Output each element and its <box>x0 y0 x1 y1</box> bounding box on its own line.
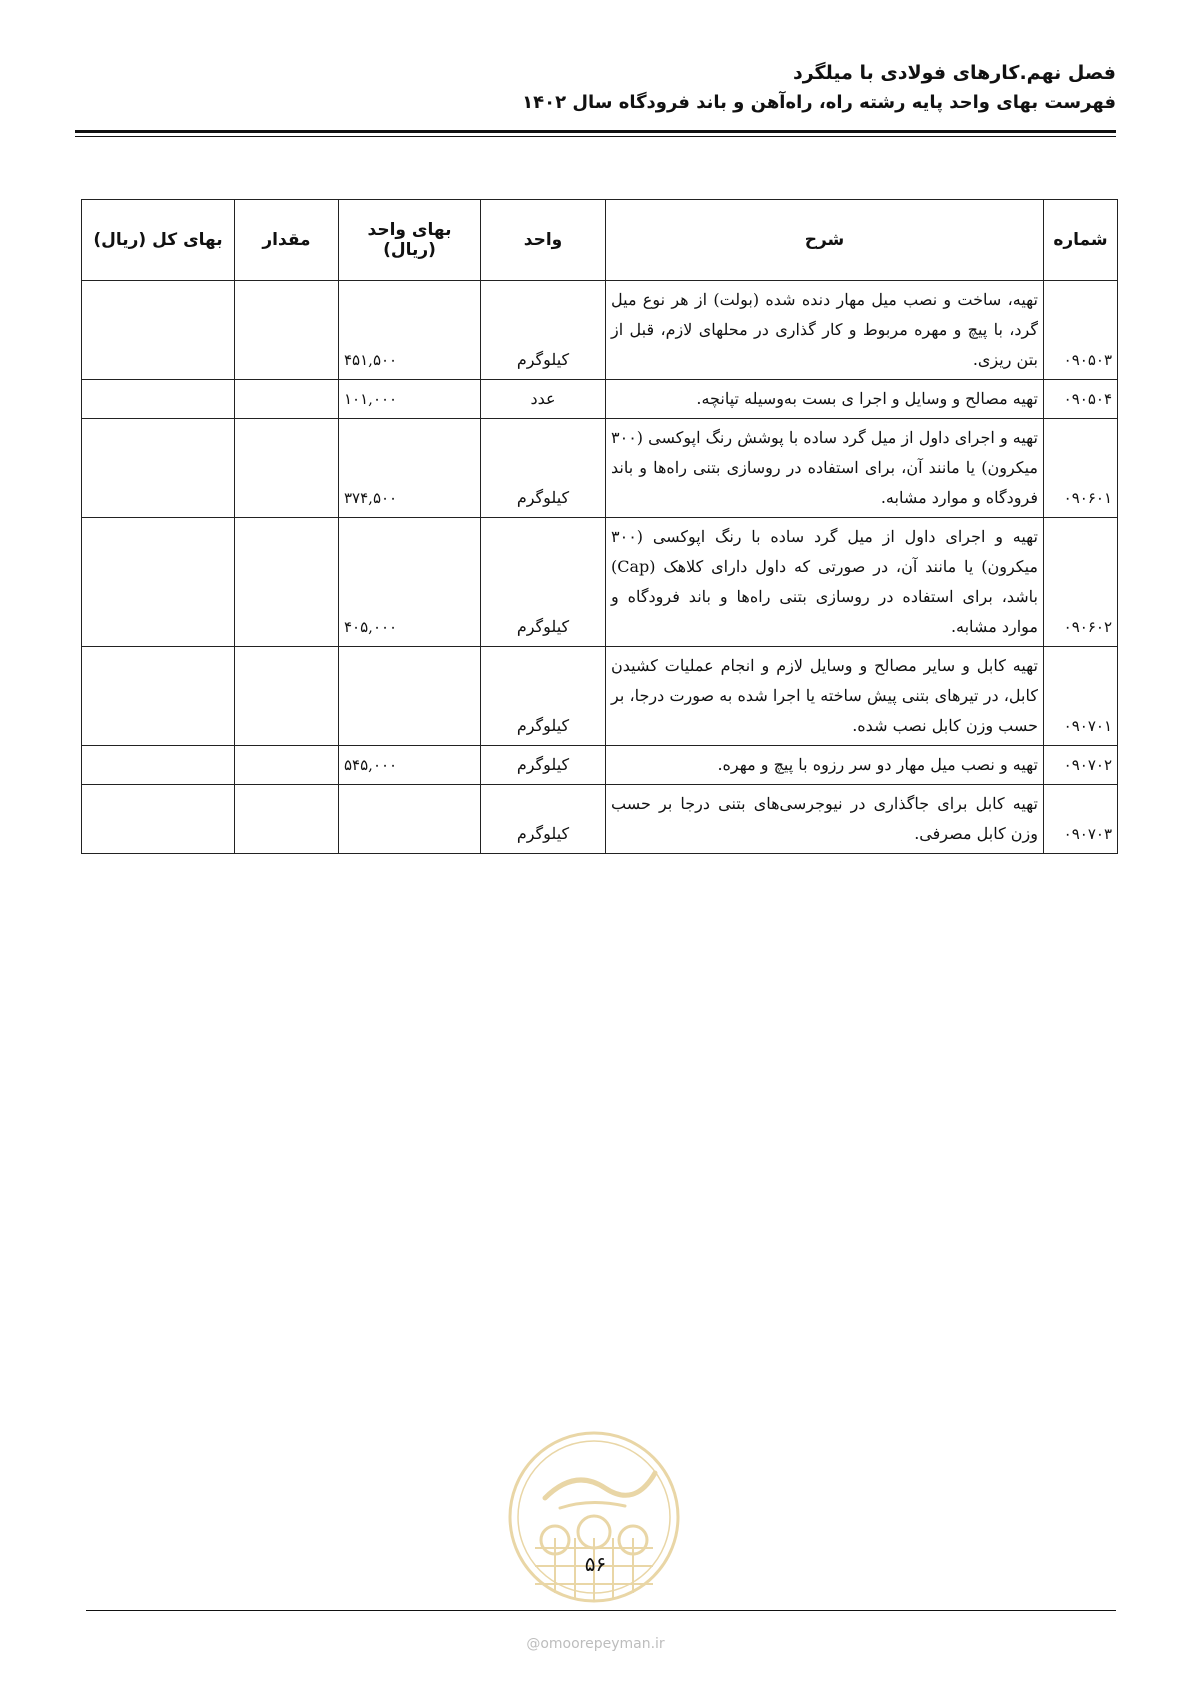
header-rule-thick <box>75 130 1116 133</box>
row-quantity <box>235 419 339 518</box>
row-description: تهیه، ساخت و نصب میل مهار دنده شده (بولت) از هر نوع میل گرد، با پیچ و مهره مربوط و کار گذاری در محلهای لازم، قبل از بتن ریزی. <box>606 281 1044 380</box>
table-row <box>82 281 1118 380</box>
document-subtitle: فهرست بهای واحد پایه رشته راه، راه‌آهن و باند فرودگاه سال ۱۴۰۲ <box>522 92 1116 113</box>
header-code: شماره <box>1044 200 1118 281</box>
row-code: ۰۹۰۶۰۱ <box>1044 419 1118 518</box>
row-total-price <box>82 380 235 419</box>
row-quantity <box>235 785 339 854</box>
header-total-price: بهای کل (ریال) <box>82 200 235 281</box>
header-quantity: مقدار <box>235 200 339 281</box>
row-quantity <box>235 281 339 380</box>
header-unit-price <box>339 200 481 281</box>
table-row <box>82 647 1118 746</box>
row-code: ۰۹۰۵۰۴ <box>1044 380 1118 419</box>
row-unit: عدد <box>481 380 606 419</box>
table-header-row <box>82 200 1118 281</box>
row-total-price <box>82 518 235 647</box>
row-unit-price: ۱۰۱,۰۰۰ <box>339 380 481 419</box>
row-code: ۰۹۰۶۰۲ <box>1044 518 1118 647</box>
row-unit-price: ۴۰۵,۰۰۰ <box>339 518 481 647</box>
table-row <box>82 380 1118 419</box>
price-list-table <box>81 199 1118 854</box>
table-row <box>82 518 1118 647</box>
header-rule-thin <box>75 136 1116 137</box>
row-description: تهیه و اجرای داول از میل گرد ساده با رنگ اپوکسی (۳۰۰ میکرون) یا مانند آن، در صورتی که داول دارای کلاهک (Cap) باشد، برای استفاده در روسازی بتنی راه‌ها و باند فرودگاه و موارد مشابه. <box>606 518 1044 647</box>
header-unit: واحد <box>481 200 606 281</box>
row-quantity <box>235 647 339 746</box>
row-total-price <box>82 785 235 854</box>
chapter-title: فصل نهم.کارهای فولادی با میلگرد <box>792 62 1116 84</box>
row-code: ۰۹۰۷۰۲ <box>1044 746 1118 785</box>
page-number: ۵۶ <box>584 1552 607 1576</box>
row-unit: کیلوگرم <box>481 281 606 380</box>
row-quantity <box>235 380 339 419</box>
row-total-price <box>82 647 235 746</box>
row-description: تهیه مصالح و وسایل و اجرا ی بست به‌وسیله تپانچه. <box>606 380 1044 419</box>
row-code: ۰۹۰۷۰۱ <box>1044 647 1118 746</box>
table-row <box>82 419 1118 518</box>
row-unit: کیلوگرم <box>481 746 606 785</box>
table-row <box>82 746 1118 785</box>
row-unit: کیلوگرم <box>481 518 606 647</box>
row-unit: کیلوگرم <box>481 647 606 746</box>
row-code: ۰۹۰۷۰۳ <box>1044 785 1118 854</box>
row-unit-price: ۵۴۵,۰۰۰ <box>339 746 481 785</box>
footer-rule <box>86 1610 1116 1611</box>
row-unit: کیلوگرم <box>481 419 606 518</box>
row-total-price <box>82 746 235 785</box>
watermark-seal-icon <box>505 1428 683 1606</box>
row-unit-price: ۴۵۱,۵۰۰ <box>339 281 481 380</box>
row-unit-price <box>339 647 481 746</box>
row-total-price <box>82 419 235 518</box>
row-description: تهیه کابل برای جاگذاری در نیوجرسی‌های بتنی درجا بر حسب وزن کابل مصرفی. <box>606 785 1044 854</box>
header-unit-price-line2: (ریال) <box>383 240 436 260</box>
page-header <box>75 58 1116 118</box>
row-unit-price <box>339 785 481 854</box>
header-unit-price-line1: بهای واحد <box>367 220 452 240</box>
row-description: تهیه کابل و سایر مصالح و وسایل لازم و انجام عملیات کشیدن کابل، در تیرهای بتنی پیش ساخته یا اجرا شده به صورت درجا، بر حسب وزن کابل نصب شده. <box>606 647 1044 746</box>
row-code: ۰۹۰۵۰۳ <box>1044 281 1118 380</box>
row-quantity <box>235 518 339 647</box>
row-total-price <box>82 281 235 380</box>
row-unit: کیلوگرم <box>481 785 606 854</box>
header-description: شرح <box>606 200 1044 281</box>
row-description: تهیه و نصب میل مهار دو سر رزوه با پیچ و مهره. <box>606 746 1044 785</box>
row-description: تهیه و اجرای داول از میل گرد ساده با پوشش رنگ اپوکسی (۳۰۰ میکرون) یا مانند آن، برای استفاده در روسازی بتنی راه‌ها و باند فرودگاه و موارد مشابه. <box>606 419 1044 518</box>
row-quantity <box>235 746 339 785</box>
table-row <box>82 785 1118 854</box>
website-watermark: @omoorepeyman.ir <box>526 1636 665 1652</box>
row-unit-price: ۳۷۴,۵۰۰ <box>339 419 481 518</box>
